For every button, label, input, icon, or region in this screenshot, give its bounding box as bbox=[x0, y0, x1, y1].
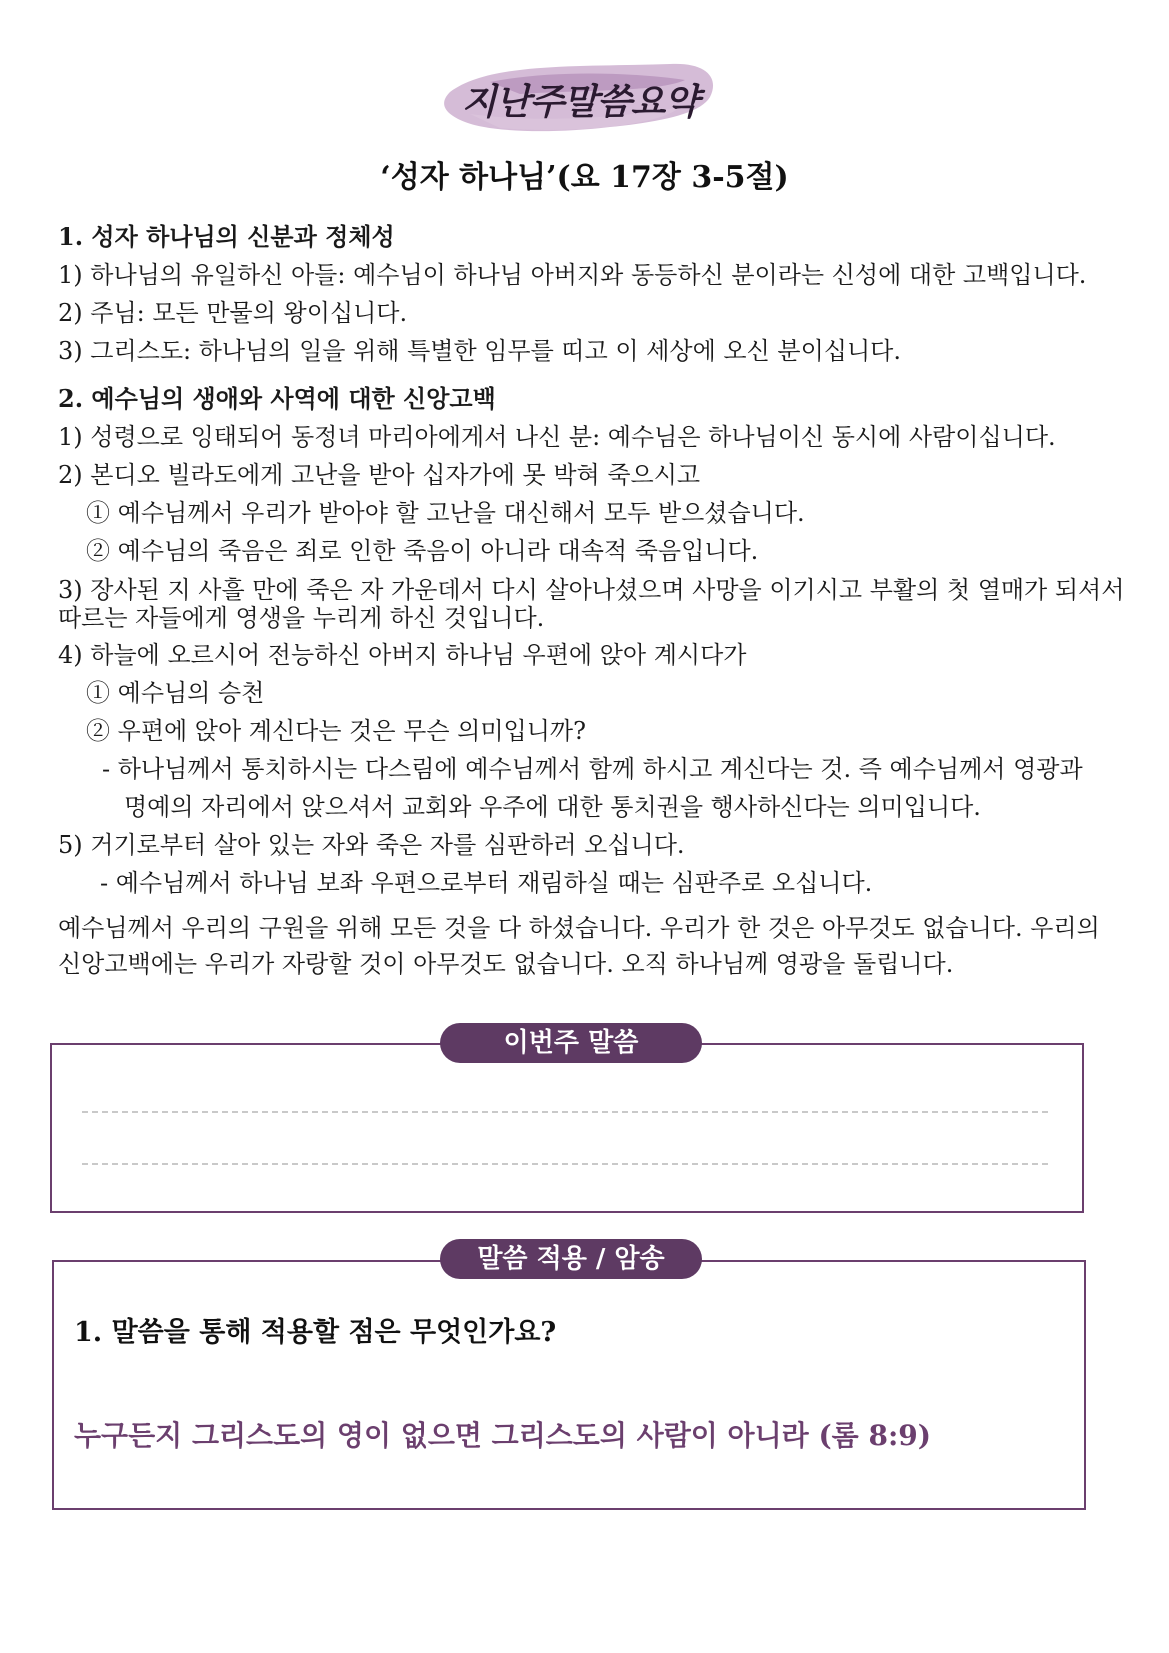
section-2-item-4-sub-2: ② 우편에 앉아 계신다는 것은 무슨 의미입니까? bbox=[86, 717, 586, 745]
section-1-item-2: 2) 주님: 모든 만물의 왕이십니다. bbox=[58, 299, 408, 327]
write-line-1 bbox=[82, 1111, 1048, 1113]
section-2-item-4: 4) 하늘에 오르시어 전능하신 아버지 하나님 우편에 앉아 계시다가 bbox=[58, 641, 747, 669]
section-2-item-1: 1) 성령으로 잉태되어 동정녀 마리아에게서 나신 분: 예수님은 하나님이신 동시에 사람이십니다. bbox=[58, 423, 1056, 451]
memory-verse: 누구든지 그리스도의 영이 없으면 그리스도의 사람이 아니라 (롬 8:9) bbox=[74, 1419, 932, 1452]
write-line-2 bbox=[82, 1163, 1048, 1165]
section-2-item-2-sub-1: ① 예수님께서 우리가 받아야 할 고난을 대신해서 모두 받으셨습니다. bbox=[86, 499, 805, 527]
closing-paragraph: 예수님께서 우리의 구원을 위해 모든 것을 다 하셨습니다. 우리가 한 것은 아무것도 없습니다. 우리의 신앙고백에는 우리가 자랑할 것이 아무것도 없습니다. 오직 하나님께 영광을 돌립니다. bbox=[58, 914, 1100, 978]
summary-content bbox=[58, 212, 1128, 982]
section-2-item-5-sub: - 예수님께서 하나님 보좌 우편으로부터 재림하실 때는 심판주로 오십니다. bbox=[100, 869, 873, 897]
apply-label: 말씀 적용 / 암송 bbox=[440, 1239, 702, 1279]
page-title: ‘성자 하나님’(요 17장 3-5절) bbox=[380, 160, 789, 195]
section-1-heading: 1. 성자 하나님의 신분과 정체성 bbox=[58, 222, 395, 251]
apply-box bbox=[52, 1260, 1086, 1510]
this-week-label: 이번주 말씀 bbox=[440, 1023, 702, 1063]
logo bbox=[430, 52, 730, 152]
section-2-item-4-sub-2-detail-a: - 하나님께서 통치하시는 다스림에 예수님께서 함께 하시고 계신다는 것. 즉 예수님께서 영광과 bbox=[102, 755, 1083, 783]
section-2-item-4-sub-1: ① 예수님의 승천 bbox=[86, 679, 265, 707]
section-2-item-2-sub-2: ② 예수님의 죽음은 죄로 인한 죽음이 아니라 대속적 죽음입니다. bbox=[86, 537, 759, 565]
section-2-item-2: 2) 본디오 빌라도에게 고난을 받아 십자가에 못 박혀 죽으시고 bbox=[58, 461, 701, 489]
section-1-item-1: 1) 하나님의 유일하신 아들: 예수님이 하나님 아버지와 동등하신 분이라는 신성에 대한 고백입니다. bbox=[58, 261, 1087, 289]
logo-text: 지난주말씀요약 bbox=[461, 82, 699, 123]
this-week-box bbox=[50, 1043, 1084, 1213]
section-2-item-4-sub-2-detail-b: 명예의 자리에서 앉으셔서 교회와 우주에 대한 통치권을 행사하신다는 의미입니다. bbox=[124, 793, 981, 821]
section-2-heading: 2. 예수님의 생애와 사역에 대한 신앙고백 bbox=[58, 384, 496, 413]
apply-question: 1. 말씀을 통해 적용할 점은 무엇인가요? bbox=[74, 1317, 557, 1348]
section-1-item-3: 3) 그리스도: 하나님의 일을 위해 특별한 임무를 띠고 이 세상에 오신 분이십니다. bbox=[58, 337, 901, 365]
section-2-item-5: 5) 거기로부터 살아 있는 자와 죽은 자를 심판하러 오십니다. bbox=[58, 831, 685, 859]
section-2-item-3: 3) 장사된 지 사흘 만에 죽은 자 가운데서 다시 살아나셨으며 사망을 이기시고 부활의 첫 열매가 되셔서 따르는 자들에게 영생을 누리게 하신 것입니다. bbox=[58, 576, 1125, 632]
